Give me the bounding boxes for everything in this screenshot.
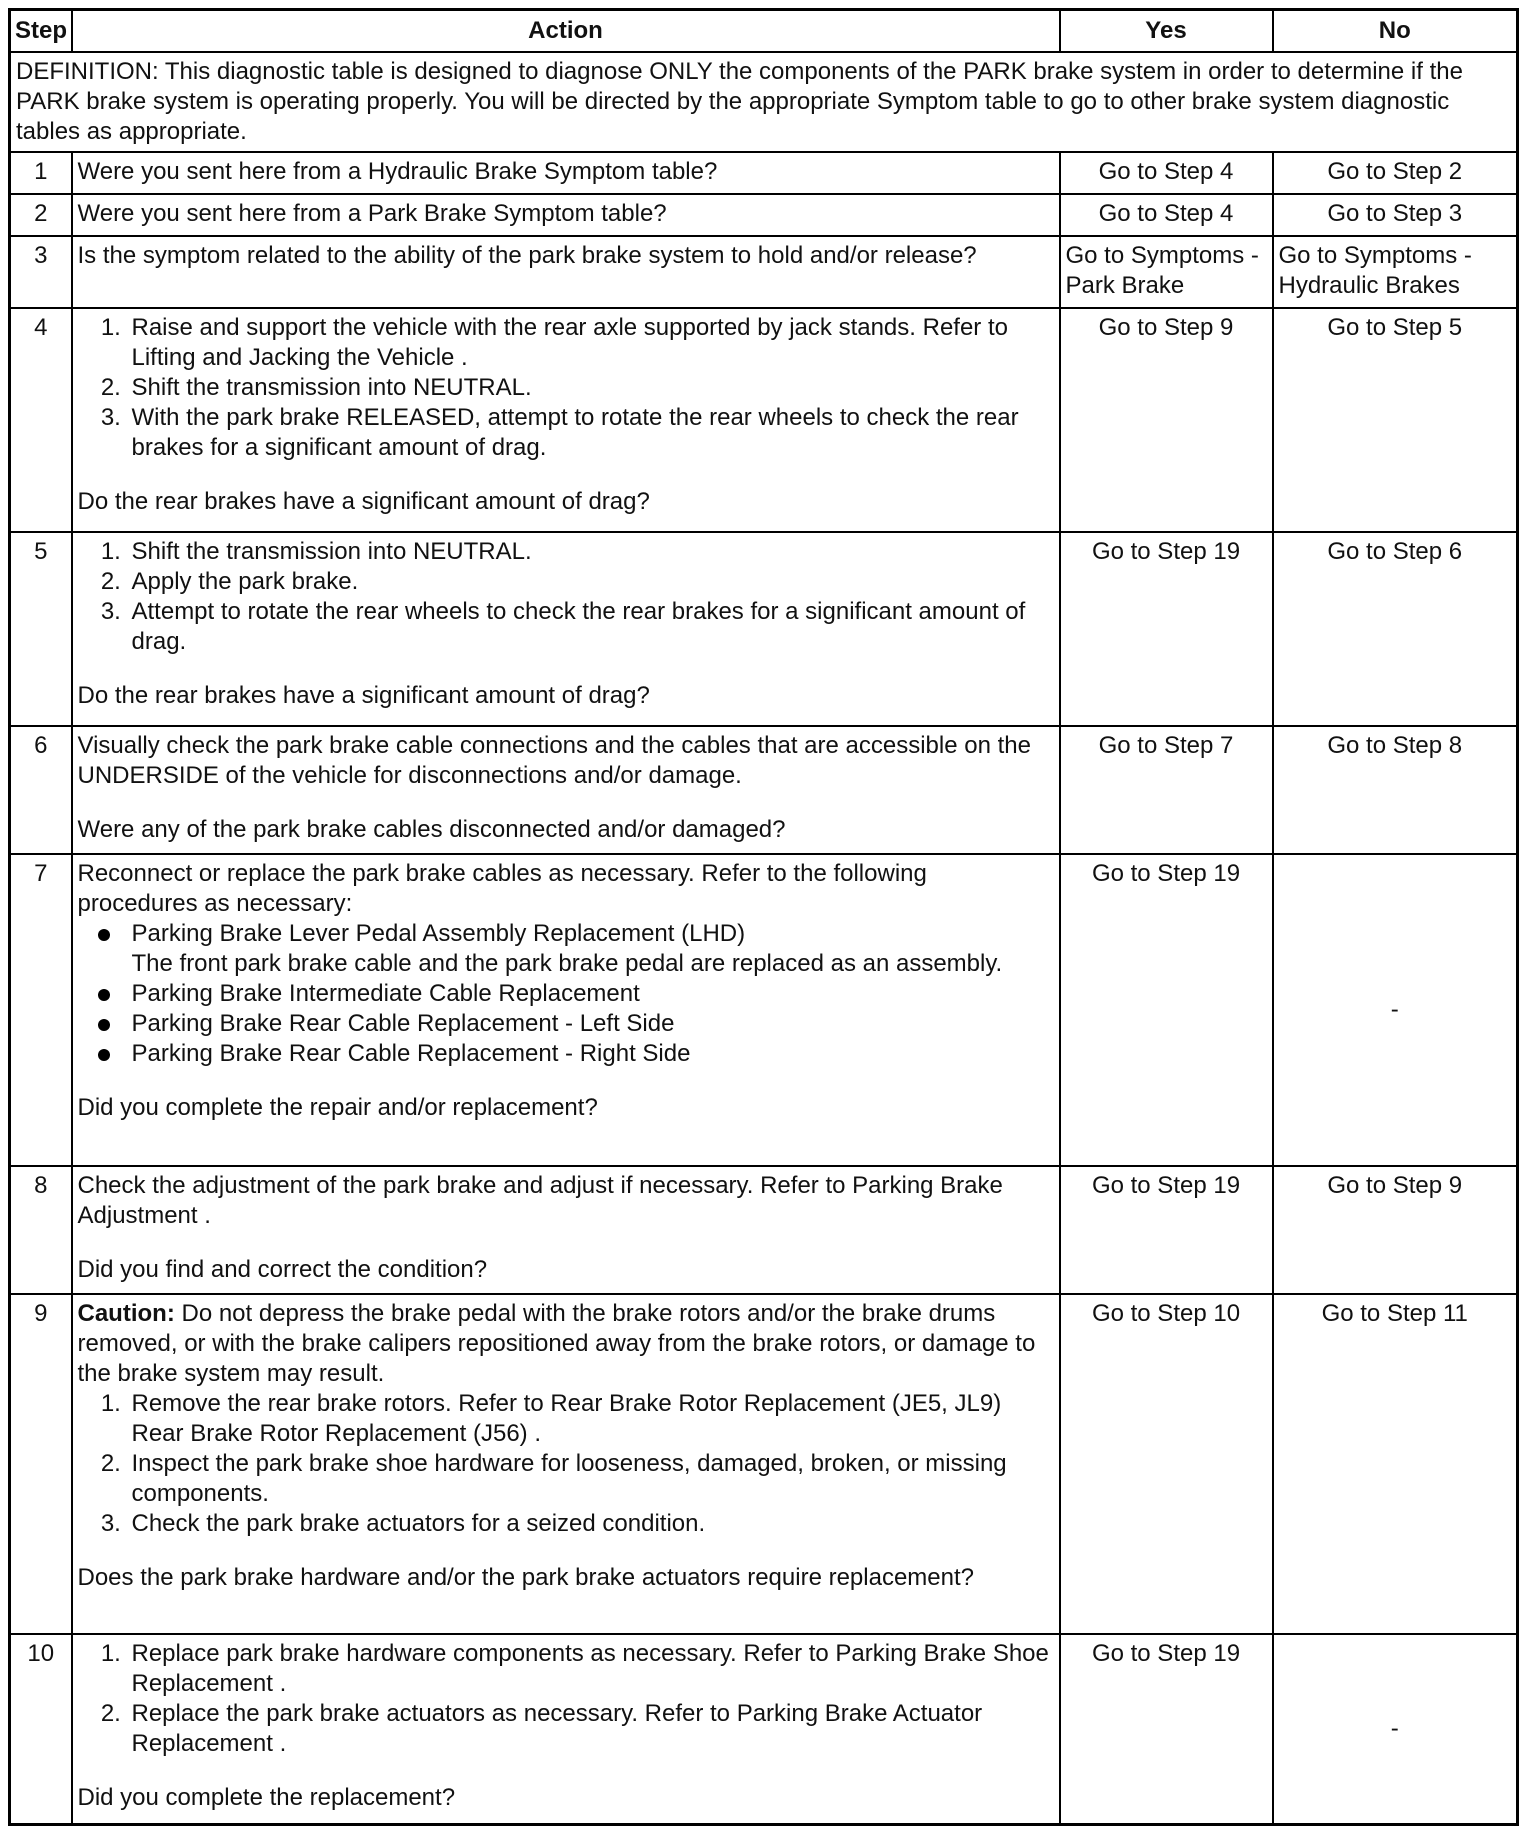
yes-action: Go to Step 19 xyxy=(1060,854,1273,1166)
no-action: Go to Step 8 xyxy=(1273,726,1518,854)
list-item: 1. Replace park brake hardware components as necessary. Refer to Parking Brake Shoe Replacement . xyxy=(128,1639,1054,1699)
yes-action: Go to Symptoms - Park Brake xyxy=(1060,236,1273,308)
step-number: 8 xyxy=(10,1166,72,1294)
step-instruction: Visually check the park brake cable connections and the cables that are accessible on the UNDERSIDE of the vehicle for disconnections and/or damage. xyxy=(77,732,1031,789)
caution-note xyxy=(78,1299,1054,1389)
list-item: 3. Attempt to rotate the rear wheels to check the rear brakes for a significant amount of drag. xyxy=(128,597,1054,657)
list-item: 2. Inspect the park brake shoe hardware for looseness, damaged, broken, or missing components. xyxy=(128,1449,1054,1509)
step-question: Were you sent here from a Hydraulic Brake Symptom table? xyxy=(72,152,1060,194)
list-item: 1. Shift the transmission into NEUTRAL. xyxy=(128,537,1054,567)
procedure-bullet-list xyxy=(78,919,1054,1069)
step-action xyxy=(72,308,1060,532)
list-item xyxy=(128,1389,1054,1449)
yes-action: Go to Step 19 xyxy=(1060,1166,1273,1294)
step-question: Did you complete the replacement? xyxy=(77,1784,456,1811)
procedure-link: Parking Brake Lever Pedal Assembly Replacement (LHD) xyxy=(131,920,746,947)
yes-action: Go to Step 19 xyxy=(1060,1634,1273,1824)
step-question: Do the rear brakes have a significant amount of drag? xyxy=(77,682,650,709)
step-question: Were any of the park brake cables disconnected and/or damaged? xyxy=(77,816,786,843)
no-action: Go to Step 6 xyxy=(1273,532,1518,726)
step-action xyxy=(72,532,1060,726)
step-action xyxy=(72,726,1060,854)
list-item: 2. Apply the park brake. xyxy=(128,567,1054,597)
list-item: Parking Brake Rear Cable Replacement - Right Side xyxy=(128,1039,1054,1069)
no-action: - xyxy=(1273,854,1518,1166)
list-item: 3. Check the park brake actuators for a seized condition. xyxy=(128,1509,1054,1539)
procedure-note: The front park brake cable and the park brake pedal are replaced as an assembly. xyxy=(131,950,1003,977)
step-number: 4 xyxy=(10,308,72,532)
step-question: Did you complete the repair and/or replacement? xyxy=(77,1094,598,1121)
table-row-step-9 xyxy=(10,1294,1518,1634)
list-item: 1. Raise and support the vehicle with the rear axle supported by jack stands. Refer to Lifting and Jacking the Vehicle . xyxy=(128,313,1054,373)
caution-text: Do not depress the brake pedal with the brake rotors and/or the brake drums removed, or with the brake calipers repositioned away from the brake rotors, or damage to the brake system may result. xyxy=(77,1300,1036,1387)
step-number: 6 xyxy=(10,726,72,854)
no-action: Go to Symptoms - Hydraulic Brakes xyxy=(1273,236,1518,308)
step-action xyxy=(72,1634,1060,1824)
definition-text: DEFINITION: This diagnostic table is designed to diagnose ONLY the components of the PARK brake system in order to determine if the PARK brake system is operating properly. You will be directed by the appropriate Symptom table to go to other brake system diagnostic tables as appropriate. xyxy=(10,52,1518,152)
procedure-list xyxy=(78,313,1054,463)
step-number: 1 xyxy=(10,152,72,194)
header-step: Step xyxy=(10,10,72,53)
procedure-list xyxy=(78,1639,1054,1759)
procedure-list xyxy=(78,1389,1054,1539)
header-action: Action xyxy=(72,10,1060,53)
diagnostic-table xyxy=(8,8,1519,1826)
procedure-text-line2: Rear Brake Rotor Replacement (J56) . xyxy=(131,1420,541,1447)
list-item xyxy=(128,919,1054,979)
yes-action: Go to Step 9 xyxy=(1060,308,1273,532)
yes-action: Go to Step 4 xyxy=(1060,194,1273,236)
header-row xyxy=(10,10,1518,53)
table-row-step-10 xyxy=(10,1634,1518,1824)
list-item: 2. Shift the transmission into NEUTRAL. xyxy=(128,373,1054,403)
step-action xyxy=(72,1166,1060,1294)
header-yes: Yes xyxy=(1060,10,1273,53)
caution-label: Caution: xyxy=(77,1300,175,1327)
no-action: - xyxy=(1273,1634,1518,1824)
table-row-step-1 xyxy=(10,152,1518,194)
table-row-step-5 xyxy=(10,532,1518,726)
step-action xyxy=(72,854,1060,1166)
no-action: Go to Step 3 xyxy=(1273,194,1518,236)
step-instruction: Check the adjustment of the park brake and adjust if necessary. Refer to Parking Brake Adjustment . xyxy=(77,1172,1003,1229)
yes-action: Go to Step 4 xyxy=(1060,152,1273,194)
step-question: Is the symptom related to the ability of the park brake system to hold and/or release? xyxy=(72,236,1060,308)
list-item: 3. With the park brake RELEASED, attempt to rotate the rear wheels to check the rear brakes for a significant amount of drag. xyxy=(128,403,1054,463)
yes-action: Go to Step 19 xyxy=(1060,532,1273,726)
table-row-step-2 xyxy=(10,194,1518,236)
table-row-step-4 xyxy=(10,308,1518,532)
step-number: 3 xyxy=(10,236,72,308)
procedure-list xyxy=(78,537,1054,657)
list-item: Parking Brake Intermediate Cable Replacement xyxy=(128,979,1054,1009)
step-action xyxy=(72,1294,1060,1634)
table-row-step-3 xyxy=(10,236,1518,308)
step-question: Does the park brake hardware and/or the park brake actuators require replacement? xyxy=(77,1564,974,1591)
step-number: 9 xyxy=(10,1294,72,1634)
step-number: 10 xyxy=(10,1634,72,1824)
table-row-step-8 xyxy=(10,1166,1518,1294)
step-number: 7 xyxy=(10,854,72,1166)
list-item: 2. Replace the park brake actuators as necessary. Refer to Parking Brake Actuator Replacement . xyxy=(128,1699,1054,1759)
yes-action: Go to Step 7 xyxy=(1060,726,1273,854)
procedure-text: Remove the rear brake rotors. Refer to Rear Brake Rotor Replacement (JE5, JL9) xyxy=(131,1390,1002,1417)
table-row-step-6 xyxy=(10,726,1518,854)
no-action: Go to Step 9 xyxy=(1273,1166,1518,1294)
no-action: Go to Step 5 xyxy=(1273,308,1518,532)
step-question: Do the rear brakes have a significant amount of drag? xyxy=(77,488,650,515)
list-item: Parking Brake Rear Cable Replacement - Left Side xyxy=(128,1009,1054,1039)
definition-row xyxy=(10,52,1518,152)
step-question: Were you sent here from a Park Brake Symptom table? xyxy=(72,194,1060,236)
no-action: Go to Step 11 xyxy=(1273,1294,1518,1634)
step-number: 5 xyxy=(10,532,72,726)
table-row-step-7 xyxy=(10,854,1518,1166)
step-number: 2 xyxy=(10,194,72,236)
no-action: Go to Step 2 xyxy=(1273,152,1518,194)
header-no: No xyxy=(1273,10,1518,53)
step-instruction: Reconnect or replace the park brake cables as necessary. Refer to the following procedures as necessary: xyxy=(77,860,927,917)
yes-action: Go to Step 10 xyxy=(1060,1294,1273,1634)
step-question: Did you find and correct the condition? xyxy=(77,1256,488,1283)
